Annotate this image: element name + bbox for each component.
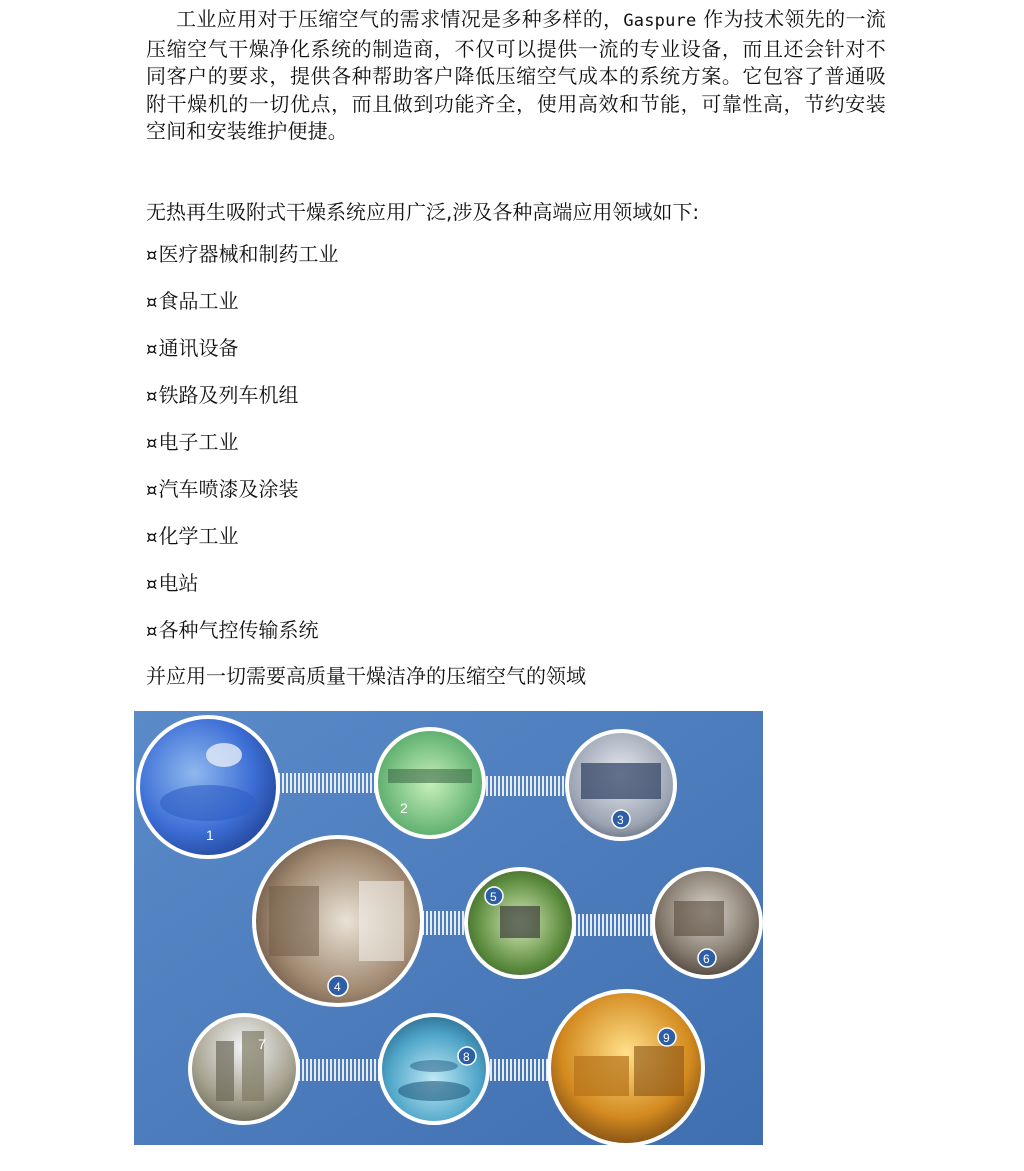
circle-number-3: 3 <box>617 813 624 827</box>
list-item <box>146 475 338 522</box>
photo-circle-pneumatic-conveying <box>549 991 703 1145</box>
bullet-icon: ¤ <box>146 339 158 360</box>
circle-number-5: 5 <box>490 890 497 904</box>
bullet-icon: ¤ <box>146 245 158 266</box>
circle-number-1: 1 <box>206 827 214 843</box>
list-item-label: 通讯设备 <box>158 336 239 360</box>
photo-circle-automotive <box>653 869 761 977</box>
list-item-label: 铁路及列车机组 <box>158 383 299 407</box>
list-item-label: 电站 <box>158 571 199 595</box>
bullet-icon: ¤ <box>146 433 158 454</box>
intro-text-before-brand: 工业应用对于压缩空气的需求情况是多种多样的， <box>176 7 624 31</box>
circle-number-7: 7 <box>258 1036 266 1052</box>
photo-circle-chemical <box>190 1015 298 1123</box>
list-item-label: 电子工业 <box>158 430 239 454</box>
photo-circle-food <box>376 729 484 837</box>
list-item-label: 化学工业 <box>158 524 239 548</box>
list-item <box>146 381 338 428</box>
photo-circle-telecom <box>567 731 675 839</box>
bullet-icon: ¤ <box>146 621 158 642</box>
bullet-icon: ¤ <box>146 386 158 407</box>
list-item <box>146 569 338 616</box>
circle-number-4: 4 <box>334 980 341 994</box>
bullet-icon: ¤ <box>146 480 158 501</box>
list-item-label: 医疗器械和制药工业 <box>158 242 339 266</box>
circle-number-8: 8 <box>463 1050 470 1064</box>
intro-text-after-brand: 作为技术领先的一流压缩空气干燥净化系统的制造商，不仅可以提供一流的专业设备，而且还会针对不同客户的要求，提供各种帮助客户降低压缩空气成本的系统方案。它包容了普通吸附干燥机的一切优点，而且做到功能齐全，使用高效和节能，可靠性高，节约安装空间和安装维护便捷。 <box>146 7 886 143</box>
applications-closing: 并应用一切需要高质量干燥洁净的压缩空气的领域 <box>146 664 586 688</box>
list-item <box>146 240 338 287</box>
bullet-icon: ¤ <box>146 574 158 595</box>
photo-circle-electronics <box>466 869 574 977</box>
photo-circle-railway <box>254 837 422 1005</box>
applications-list <box>146 240 338 663</box>
list-item <box>146 334 338 381</box>
photo-circle-power-station <box>380 1015 488 1123</box>
bullet-icon: ¤ <box>146 292 158 313</box>
circle-number-6: 6 <box>703 952 710 966</box>
list-item <box>146 287 338 334</box>
intro-paragraph <box>146 6 886 146</box>
applications-photo-collage <box>134 711 763 1145</box>
brand-name: Gaspure <box>623 11 697 31</box>
circle-number-9: 9 <box>663 1031 670 1045</box>
list-item-label: 各种气控传输系统 <box>158 618 319 642</box>
list-item-label: 食品工业 <box>158 289 239 313</box>
list-item <box>146 522 338 569</box>
circle-number-2: 2 <box>400 800 408 816</box>
applications-lead: 无热再生吸附式干燥系统应用广泛,涉及各种高端应用领域如下: <box>146 200 700 224</box>
list-item <box>146 616 338 663</box>
bullet-icon: ¤ <box>146 527 158 548</box>
list-item <box>146 428 338 475</box>
list-item-label: 汽车喷漆及涂装 <box>158 477 299 501</box>
photo-circle-medical <box>138 717 278 857</box>
